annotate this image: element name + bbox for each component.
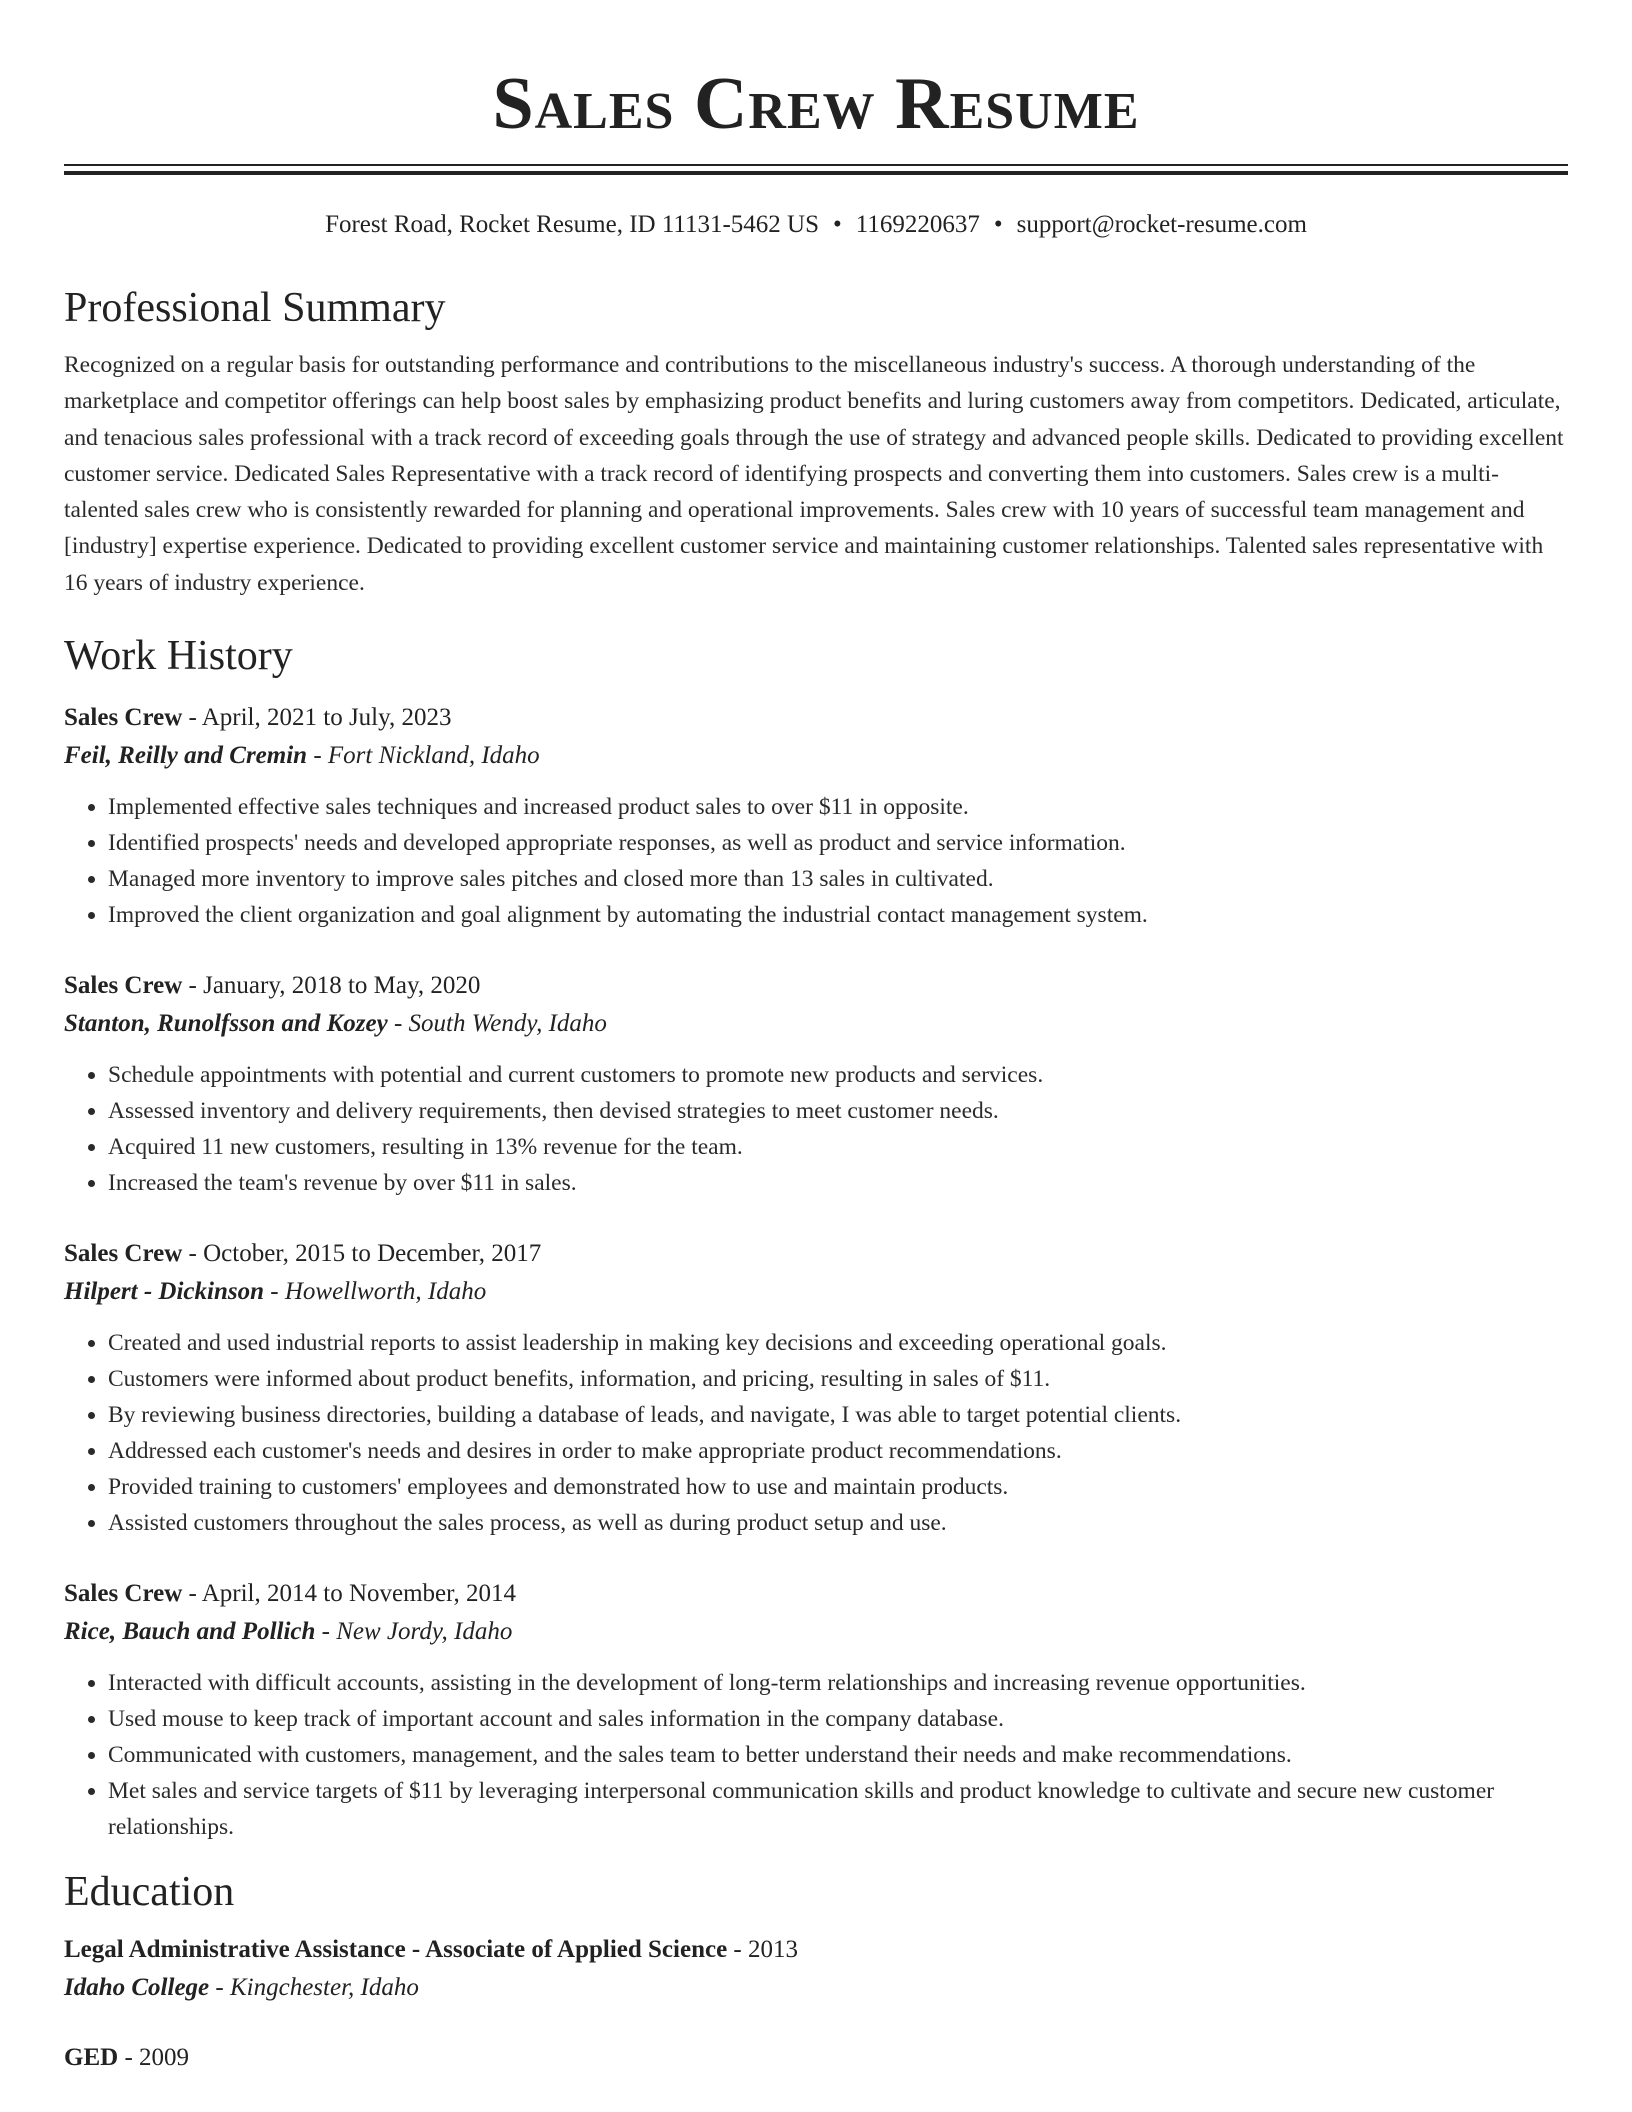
education-degree-line bbox=[64, 2039, 1568, 2077]
dash: - bbox=[307, 742, 328, 770]
dash: - bbox=[118, 2044, 140, 2072]
job-dates: April, 2021 to July, 2023 bbox=[201, 704, 452, 732]
job-bullets bbox=[64, 789, 1568, 933]
job-entry bbox=[64, 967, 1568, 1201]
job-bullets bbox=[64, 1057, 1568, 1201]
job-role: Sales Crew bbox=[64, 1240, 183, 1268]
education-degree: GED bbox=[64, 2044, 119, 2072]
job-role: Sales Crew bbox=[64, 704, 183, 732]
job-location: New Jordy, Idaho bbox=[336, 1618, 513, 1646]
job-title-line bbox=[64, 967, 1568, 1005]
job-bullet: • Customers were informed about product benefits, information, and pricing, resulting in sales of $11. bbox=[108, 1361, 1568, 1397]
work-history-heading: Work History bbox=[64, 633, 293, 680]
summary-text: Recognized on a regular basis for outstanding performance and contributions to the miscellaneous industry's success. A thorough understanding of the marketplace and competitor offerings can help boost sales by emphasizing product benefits and luring customers away from competitors. Dedicated, articulate, and tenacious sales professional with a track record of exceeding goals through the use of strategy and advanced people skills. Dedicated to providing excellent customer service. Dedicated Sales Representative with a track record of identifying prospects and converting them into customers. Sales crew is a multi-talented sales crew who is consistently rewarded for planning and operational improvements. Sales crew with 10 years of successful team management and [industry] expertise experience. Dedicated to providing excellent customer service and maintaining customer relationships. Talented sales representative with 16 years of industry experience. bbox=[64, 352, 1564, 596]
dash: - bbox=[182, 1240, 204, 1268]
dash: - bbox=[727, 1936, 748, 1964]
job-bullet: • Implemented effective sales techniques and increased product sales to over $11 in opposite. bbox=[108, 789, 1568, 825]
job-bullet: • Acquired 11 new customers, resulting in 13% revenue for the team. bbox=[108, 1129, 1568, 1165]
job-location: Howellworth, Idaho bbox=[284, 1278, 487, 1306]
dash: - bbox=[264, 1278, 285, 1306]
education-location: Kingchester, Idaho bbox=[229, 1974, 419, 2002]
job-bullet: • Communicated with customers, management, and the sales team to better understand their needs and make recommendations. bbox=[108, 1737, 1568, 1773]
job-company: Hilpert - Dickinson bbox=[64, 1278, 265, 1306]
job-company-line bbox=[64, 1273, 1568, 1311]
job-bullet: • Created and used industrial reports to assist leadership in making key decisions and exceeding operational goals. bbox=[108, 1325, 1568, 1361]
job-bullet: • Used mouse to keep track of important account and sales information in the company database. bbox=[108, 1701, 1568, 1737]
job-entry bbox=[64, 1575, 1568, 1845]
job-title-line bbox=[64, 699, 1568, 737]
contact-line bbox=[64, 209, 1568, 241]
job-dates: January, 2018 to May, 2020 bbox=[203, 972, 481, 1000]
education-entry bbox=[64, 1931, 1568, 2007]
job-company-line bbox=[64, 1613, 1568, 1651]
dash: - bbox=[209, 1974, 230, 2002]
contact-address: Forest Road, Rocket Resume, ID 11131-5462 US bbox=[325, 211, 820, 238]
job-bullet: • Addressed each customer's needs and desires in order to make appropriate product recommendations. bbox=[108, 1433, 1568, 1469]
job-bullet: • Schedule appointments with potential and current customers to promote new products and services. bbox=[108, 1057, 1568, 1093]
education-school-line bbox=[64, 1969, 1568, 2007]
title-double-rule bbox=[64, 164, 1568, 175]
contact-phone: 1169220637 bbox=[855, 211, 980, 238]
resume-page bbox=[64, 0, 1568, 2077]
summary-heading: Professional Summary bbox=[64, 285, 446, 331]
contact-separator: • bbox=[833, 211, 842, 238]
job-company: Rice, Bauch and Pollich bbox=[64, 1618, 316, 1646]
job-bullet: • Managed more inventory to improve sales pitches and closed more than 13 sales in cultivated. bbox=[108, 861, 1568, 897]
education-school: Idaho College bbox=[64, 1974, 210, 2002]
job-bullet: • Assessed inventory and delivery requirements, then devised strategies to meet customer needs. bbox=[108, 1093, 1568, 1129]
dash: - bbox=[387, 1010, 409, 1038]
contact-email: support@rocket-resume.com bbox=[1016, 211, 1307, 238]
education-heading: Education bbox=[64, 1869, 235, 1916]
contact-separator: • bbox=[993, 211, 1003, 238]
job-title-line bbox=[64, 1235, 1568, 1273]
job-bullet: • Provided training to customers' employees and demonstrated how to use and maintain products. bbox=[108, 1469, 1568, 1505]
education-entry bbox=[64, 2039, 1568, 2077]
job-bullet: • Met sales and service targets of $11 by leveraging interpersonal communication skills and product knowledge to cultivate and secure new customer relationships. bbox=[108, 1773, 1568, 1845]
job-bullets bbox=[64, 1665, 1568, 1845]
job-bullet: • Assisted customers throughout the sales process, as well as during product setup and use. bbox=[108, 1505, 1568, 1541]
job-role: Sales Crew bbox=[64, 972, 183, 1000]
job-bullet: • By reviewing business directories, building a database of leads, and navigate, I was able to target potential clients. bbox=[108, 1397, 1568, 1433]
job-bullets bbox=[64, 1325, 1568, 1541]
job-location: Fort Nickland, Idaho bbox=[327, 742, 540, 770]
job-location: South Wendy, Idaho bbox=[408, 1010, 607, 1038]
job-company-line bbox=[64, 1005, 1568, 1043]
dash: - bbox=[182, 972, 204, 1000]
education-degree-line bbox=[64, 1931, 1568, 1969]
job-bullet: • Improved the client organization and goal alignment by automating the industrial contact management system. bbox=[108, 897, 1568, 933]
job-entry bbox=[64, 699, 1568, 933]
job-company: Feil, Reilly and Cremin bbox=[64, 742, 308, 770]
job-bullet: • Interacted with difficult accounts, assisting in the development of long-term relationships and increasing revenue opportunities. bbox=[108, 1665, 1568, 1701]
job-title-line bbox=[64, 1575, 1568, 1613]
job-company: Stanton, Runolfsson and Kozey bbox=[64, 1010, 388, 1038]
job-bullet: • Identified prospects' needs and developed appropriate responses, as well as product and service information. bbox=[108, 825, 1568, 861]
dash: - bbox=[182, 1580, 202, 1608]
education-year: 2009 bbox=[139, 2044, 190, 2072]
education-year: 2013 bbox=[748, 1936, 798, 1964]
dash: - bbox=[315, 1618, 337, 1646]
resume-title: Sales Crew Resume bbox=[492, 63, 1140, 145]
job-dates: April, 2014 to November, 2014 bbox=[201, 1580, 516, 1608]
dash: - bbox=[182, 704, 202, 732]
job-entry bbox=[64, 1235, 1568, 1541]
job-bullet: • Increased the team's revenue by over $11 in sales. bbox=[108, 1165, 1568, 1201]
education-degree: Legal Administrative Assistance - Associate of Applied Science bbox=[64, 1936, 728, 1964]
job-dates: October, 2015 to December, 2017 bbox=[203, 1240, 542, 1268]
job-role: Sales Crew bbox=[64, 1580, 183, 1608]
job-company-line bbox=[64, 737, 1568, 775]
